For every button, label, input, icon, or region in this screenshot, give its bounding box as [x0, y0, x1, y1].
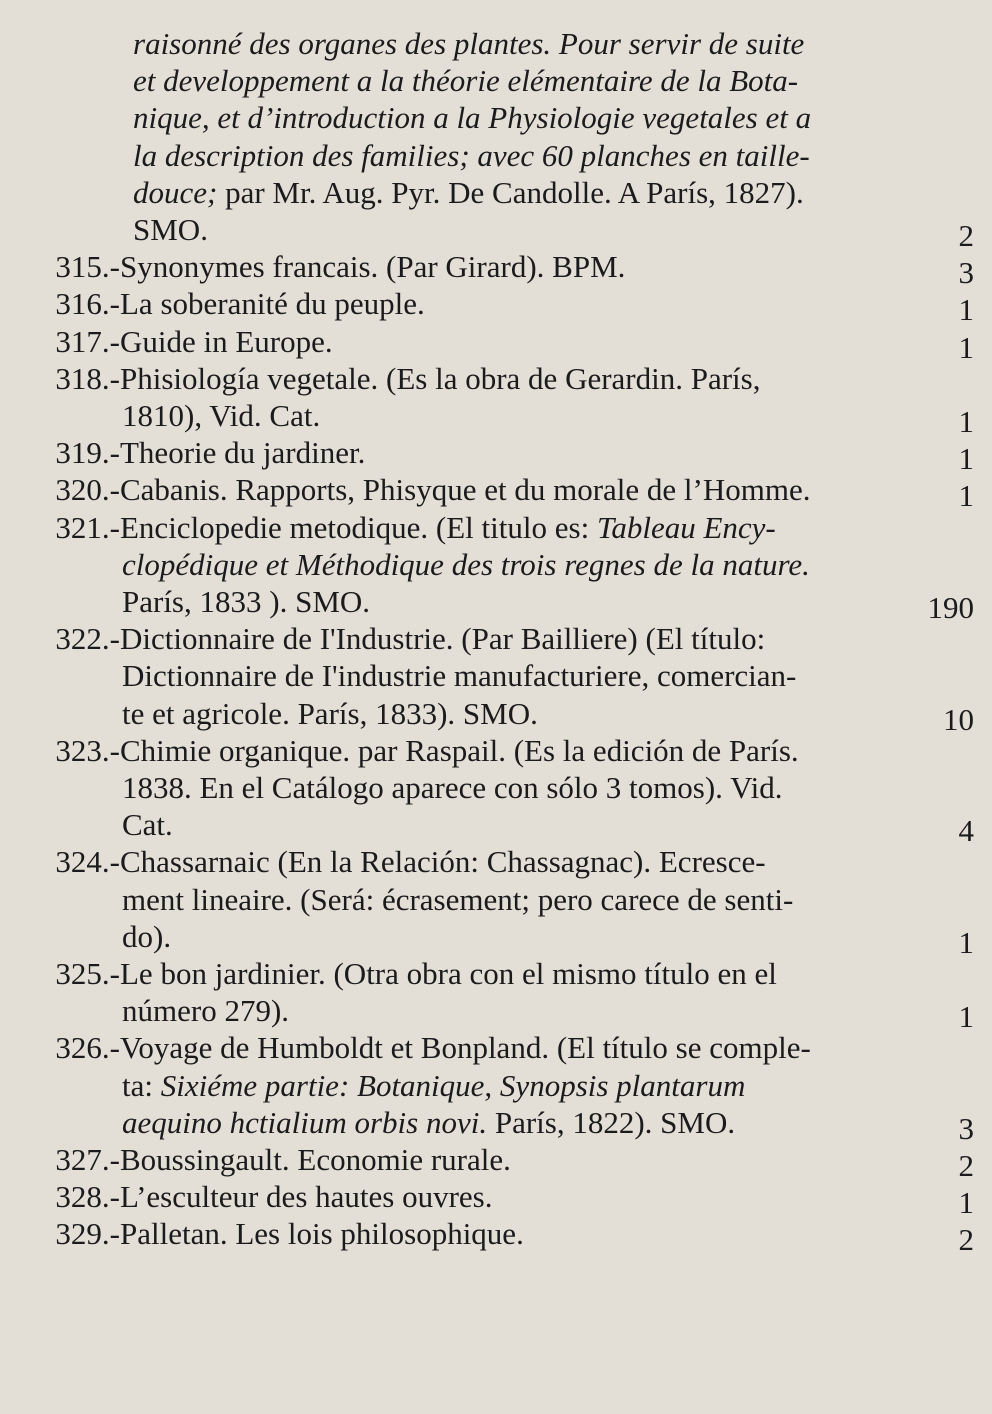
entry-text-line: clopédique et Méthodique des trois regnes de la nature.	[122, 546, 810, 582]
entry-count: 1	[958, 329, 974, 365]
entry-text-line: La soberanité du peuple.	[120, 286, 425, 322]
entry-line-row	[0, 917, 992, 960]
entry-line-row	[0, 694, 992, 737]
entry-line-row	[0, 470, 992, 514]
entry-line-row	[0, 210, 992, 253]
entry-line-row	[0, 880, 992, 920]
entry-line-row	[0, 98, 992, 138]
entry-count: 4	[958, 813, 974, 849]
entry-line-row	[0, 61, 992, 101]
entry-count: 1	[958, 478, 974, 514]
entry-line-row	[0, 247, 992, 291]
entry-line-row	[0, 768, 992, 808]
entry-line-row	[0, 545, 992, 585]
entry-line-row	[0, 359, 992, 399]
entry-line-row	[0, 656, 992, 696]
entry-text-line: ment lineaire. (Será: écrasement; pero carece de senti-	[122, 881, 794, 917]
entry-line-row	[0, 322, 992, 365]
entry-text-line: 1810), Vid. Cat.	[122, 398, 321, 433]
entry-text-line: Le bon jardinier. (Otra obra con el mismo título en el	[120, 956, 777, 991]
entry-line-row	[0, 1066, 992, 1106]
entry-line-row	[0, 842, 992, 882]
entry-line-row	[0, 1140, 992, 1183]
entry-line-row	[0, 24, 992, 64]
entry-number: 315.-	[55, 249, 120, 285]
entry-text-line: Enciclopedie metodique. (El titulo es: Tableau Ency-	[120, 509, 776, 545]
entry-text-line: raisonné des organes des plantes. Pour servir de suite	[133, 26, 805, 61]
entry-number: 326.-	[55, 1030, 120, 1066]
entry-count: 1	[958, 924, 974, 960]
entry-text-line: Dictionnaire de I'Industrie. (Par Bailliere) (El título:	[120, 621, 766, 657]
entry-number: 318.-	[55, 360, 120, 396]
entry-text-line: douce; par Mr. Aug. Pyr. De Candolle. A París, 1827).	[133, 174, 804, 210]
entry-count: 2	[958, 1222, 974, 1258]
entry-number: 323.-	[55, 732, 120, 768]
entry-line-row	[0, 805, 992, 849]
entry-line-row	[0, 1214, 992, 1258]
entry-text-line: ta: Sixiéme partie: Botanique, Synopsis plantarum	[122, 1067, 746, 1103]
entry-text-line: Cat.	[122, 807, 173, 843]
entry-text-line: Dictionnaire de I'industrie manufacturiere, comercian-	[122, 658, 797, 694]
entry-line-row	[0, 173, 992, 213]
entry-number: 321.-	[55, 509, 120, 545]
entry-line-row	[0, 284, 992, 328]
entry-number: 328.-	[55, 1179, 120, 1215]
entry-number: 319.-	[55, 435, 120, 471]
entry-text-line: do).	[122, 918, 172, 954]
entry-text-line: Palletan. Les lois philosophique.	[120, 1216, 524, 1252]
entry-count: 3	[958, 1110, 974, 1146]
entry-text-line: Cabanis. Rapports, Phisyque et du morale de l’Homme.	[120, 472, 811, 508]
entry-text-line: SMO.	[133, 212, 208, 247]
entry-text-line: Boussingault. Economie rurale.	[120, 1142, 511, 1177]
entry-number: 316.-	[55, 286, 120, 322]
entry-line-row	[0, 582, 992, 625]
entry-count: 1	[958, 404, 974, 439]
entry-count: 3	[958, 255, 974, 291]
entry-line-row	[0, 619, 992, 659]
entry-text-line: L’esculteur des hautes ouvres.	[120, 1179, 493, 1215]
entry-line-row	[0, 991, 992, 1035]
entry-count: 2	[958, 1148, 974, 1183]
entry-text-line: Chimie organique. par Raspail. (Es la edición de París.	[120, 732, 799, 768]
entry-count: 10	[943, 701, 974, 737]
entry-text-line: nique, et d’introduction a la Physiologie vegetales et a	[133, 100, 812, 136]
entry-text-line: número 279).	[122, 993, 290, 1029]
entry-text-line: Guide in Europe.	[120, 323, 333, 359]
entry-text-line: Chassarnaic (En la Relación: Chassagnac). Ecresce-	[120, 844, 766, 880]
entry-line-row	[0, 508, 992, 548]
entry-text-line: aequino hctialium orbis novi. París, 1822). SMO.	[122, 1104, 736, 1140]
entry-line-row	[0, 1028, 992, 1068]
entry-line-row	[0, 433, 992, 477]
entry-count: 1	[958, 1185, 974, 1221]
entry-number: 322.-	[55, 621, 120, 657]
entry-line-row	[0, 731, 992, 771]
entry-text-line: et developpement a la théorie elémentaire de la Bota-	[133, 63, 799, 99]
entry-text-line: Synonymes francais. (Par Girard). BPM.	[120, 249, 626, 285]
entry-number: 327.-	[55, 1142, 120, 1177]
entry-text-line: la description des families; avec 60 planches en taille-	[133, 137, 810, 173]
entry-count: 1	[958, 441, 974, 477]
entry-text-line: Phisiología vegetale. (Es la obra de Gerardin. París,	[120, 360, 761, 396]
entry-count: 1	[958, 292, 974, 328]
entry-number: 320.-	[55, 472, 120, 508]
entry-number: 317.-	[55, 323, 120, 359]
entry-text-line: Theorie du jardiner.	[120, 435, 366, 471]
entry-text-line: París, 1833 ). SMO.	[122, 584, 371, 619]
entry-line-row	[0, 954, 992, 994]
entry-line-row	[0, 1103, 992, 1146]
entry-line-row	[0, 1177, 992, 1221]
entry-line-row	[0, 396, 992, 439]
entry-number: 329.-	[55, 1216, 120, 1252]
entry-count: 190	[927, 590, 974, 625]
entry-line-row	[0, 136, 992, 176]
entry-text-line: 1838. En el Catálogo aparece con sólo 3 tomos). Vid.	[122, 770, 783, 805]
entry-number: 325.-	[55, 956, 120, 991]
entry-count: 2	[958, 218, 974, 253]
entry-number: 324.-	[55, 844, 120, 880]
entry-text-line: te et agricole. París, 1833). SMO.	[122, 695, 538, 731]
entry-text-line: Voyage de Humboldt et Bonpland. (El título se comple-	[120, 1030, 811, 1066]
entry-count: 1	[958, 999, 974, 1035]
